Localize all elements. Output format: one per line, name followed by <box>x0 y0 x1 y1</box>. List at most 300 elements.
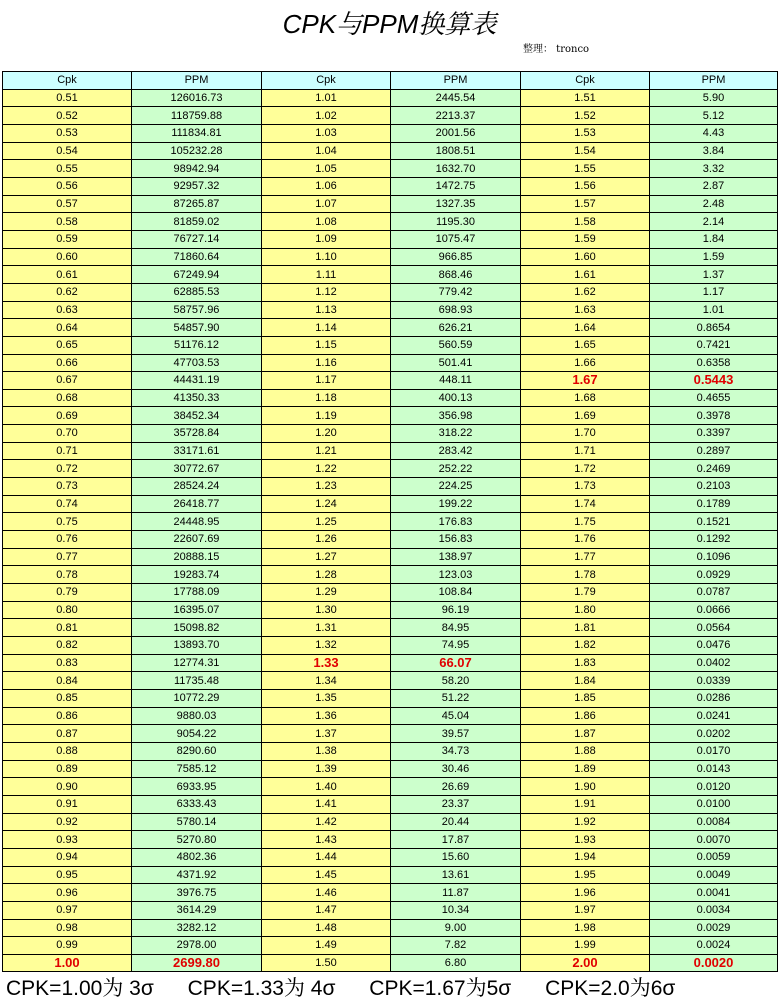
ppm-cell: 0.0143 <box>650 760 778 778</box>
ppm-cell: 4371.92 <box>132 866 262 884</box>
table-row <box>3 866 778 884</box>
ppm-cell: 2001.56 <box>391 124 521 142</box>
ppm-cell: 1472.75 <box>391 177 521 195</box>
cpk-cell: 1.09 <box>262 230 391 248</box>
cpk-cell: 1.76 <box>521 531 650 549</box>
ppm-cell: 501.41 <box>391 354 521 372</box>
ppm-cell: 30.46 <box>391 760 521 778</box>
ppm-cell: 9880.03 <box>132 707 262 725</box>
ppm-cell: 8290.60 <box>132 742 262 760</box>
table-row <box>3 230 778 248</box>
cpk-cell: 1.63 <box>521 301 650 319</box>
cpk-cell: 1.14 <box>262 319 391 337</box>
table-row <box>3 884 778 902</box>
ppm-cell: 33171.61 <box>132 442 262 460</box>
cpk-cell: 1.55 <box>521 160 650 178</box>
ppm-cell: 176.83 <box>391 513 521 531</box>
ppm-cell: 779.42 <box>391 283 521 301</box>
ppm-cell: 0.1521 <box>650 513 778 531</box>
table-row <box>3 742 778 760</box>
cpk-cell: 1.86 <box>521 707 650 725</box>
cpk-cell: 0.77 <box>3 548 132 566</box>
cpk-cell: 0.78 <box>3 566 132 584</box>
ppm-cell: 0.0020 <box>650 954 778 972</box>
cpk-cell: 1.16 <box>262 354 391 372</box>
cpk-cell: 1.94 <box>521 848 650 866</box>
ppm-cell: 0.0100 <box>650 795 778 813</box>
cpk-cell: 1.05 <box>262 160 391 178</box>
ppm-cell: 76727.14 <box>132 230 262 248</box>
cpk-cell: 0.72 <box>3 460 132 478</box>
cpk-cell: 1.40 <box>262 778 391 796</box>
ppm-cell: 15.60 <box>391 848 521 866</box>
ppm-cell: 3.32 <box>650 160 778 178</box>
cpk-cell: 1.78 <box>521 566 650 584</box>
cpk-cell: 0.79 <box>3 584 132 602</box>
table-row <box>3 584 778 602</box>
ppm-cell: 400.13 <box>391 389 521 407</box>
cpk-cell: 0.55 <box>3 160 132 178</box>
cpk-cell: 1.98 <box>521 919 650 937</box>
ppm-cell: 81859.02 <box>132 213 262 231</box>
cpk-cell: 1.67 <box>521 372 650 390</box>
ppm-cell: 2.14 <box>650 213 778 231</box>
cpk-cell: 1.13 <box>262 301 391 319</box>
table-row <box>3 425 778 443</box>
ppm-cell: 1.37 <box>650 266 778 284</box>
ppm-cell: 45.04 <box>391 707 521 725</box>
ppm-cell: 108.84 <box>391 584 521 602</box>
cpk-cell: 1.71 <box>521 442 650 460</box>
cpk-cell: 1.18 <box>262 389 391 407</box>
cpk-cell: 1.69 <box>521 407 650 425</box>
cpk-cell: 1.11 <box>262 266 391 284</box>
ppm-cell: 0.0202 <box>650 725 778 743</box>
ppm-cell: 0.0564 <box>650 619 778 637</box>
cpk-cell: 0.60 <box>3 248 132 266</box>
cpk-cell: 0.70 <box>3 425 132 443</box>
ppm-cell: 3976.75 <box>132 884 262 902</box>
ppm-cell: 626.21 <box>391 319 521 337</box>
cpk-cell: 0.74 <box>3 495 132 513</box>
cpk-cell: 1.72 <box>521 460 650 478</box>
cpk-cell: 1.62 <box>521 283 650 301</box>
cpk-cell: 0.54 <box>3 142 132 160</box>
ppm-cell: 54857.90 <box>132 319 262 337</box>
cpk-cell: 0.96 <box>3 884 132 902</box>
ppm-cell: 105232.28 <box>132 142 262 160</box>
cpk-cell: 1.58 <box>521 213 650 231</box>
cpk-cell: 1.88 <box>521 742 650 760</box>
cpk-cell: 1.82 <box>521 637 650 655</box>
ppm-cell: 0.0241 <box>650 707 778 725</box>
ppm-cell: 0.0120 <box>650 778 778 796</box>
cpk-cell: 1.03 <box>262 124 391 142</box>
cpk-cell: 0.53 <box>3 124 132 142</box>
header-ppm-2: PPM <box>391 72 521 90</box>
cpk-cell: 0.81 <box>3 619 132 637</box>
ppm-cell: 16395.07 <box>132 601 262 619</box>
table-row <box>3 283 778 301</box>
ppm-cell: 74.95 <box>391 637 521 655</box>
ppm-cell: 1195.30 <box>391 213 521 231</box>
table-row <box>3 177 778 195</box>
table-row <box>3 848 778 866</box>
cpk-cell: 0.98 <box>3 919 132 937</box>
cpk-cell: 0.75 <box>3 513 132 531</box>
table-row <box>3 160 778 178</box>
cpk-cell: 1.22 <box>262 460 391 478</box>
cpk-cell: 1.54 <box>521 142 650 160</box>
ppm-cell: 1327.35 <box>391 195 521 213</box>
ppm-cell: 0.1096 <box>650 548 778 566</box>
ppm-cell: 3282.12 <box>132 919 262 937</box>
ppm-cell: 3614.29 <box>132 901 262 919</box>
ppm-cell: 318.22 <box>391 425 521 443</box>
page-title: CPK与PPM换算表 <box>282 9 497 39</box>
table-row <box>3 513 778 531</box>
cpk-cell: 0.94 <box>3 848 132 866</box>
cpk-cell: 0.51 <box>3 89 132 107</box>
footer-note-3sigma: CPK=1.00为 3σ <box>6 977 154 1000</box>
cpk-cell: 0.91 <box>3 795 132 813</box>
cpk-cell: 0.87 <box>3 725 132 743</box>
cpk-cell: 1.17 <box>262 372 391 390</box>
cpk-cell: 1.60 <box>521 248 650 266</box>
footer-note-4sigma: CPK=1.33为 4σ <box>187 977 336 1000</box>
cpk-cell: 1.29 <box>262 584 391 602</box>
cpk-cell: 1.26 <box>262 531 391 549</box>
cpk-cell: 1.06 <box>262 177 391 195</box>
table-row <box>3 142 778 160</box>
cpk-cell: 1.75 <box>521 513 650 531</box>
cpk-cell: 1.43 <box>262 831 391 849</box>
ppm-cell: 58757.96 <box>132 301 262 319</box>
cpk-cell: 0.52 <box>3 107 132 125</box>
ppm-cell: 868.46 <box>391 266 521 284</box>
cpk-cell: 0.69 <box>3 407 132 425</box>
cpk-cell: 0.62 <box>3 283 132 301</box>
header-cpk-1: Cpk <box>3 72 132 90</box>
cpk-cell: 0.58 <box>3 213 132 231</box>
cpk-cell: 1.79 <box>521 584 650 602</box>
ppm-cell: 123.03 <box>391 566 521 584</box>
ppm-cell: 23.37 <box>391 795 521 813</box>
cpk-cell: 1.38 <box>262 742 391 760</box>
ppm-cell: 4.43 <box>650 124 778 142</box>
ppm-cell: 11.87 <box>391 884 521 902</box>
cpk-cell: 1.73 <box>521 478 650 496</box>
cpk-cell: 1.00 <box>3 954 132 972</box>
cpk-cell: 0.73 <box>3 478 132 496</box>
cpk-cell: 1.52 <box>521 107 650 125</box>
cpk-cell: 1.24 <box>262 495 391 513</box>
cpk-cell: 1.81 <box>521 619 650 637</box>
ppm-cell: 6333.43 <box>132 795 262 813</box>
cpk-cell: 1.64 <box>521 319 650 337</box>
table-row <box>3 301 778 319</box>
ppm-cell: 156.83 <box>391 531 521 549</box>
cpk-cell: 1.45 <box>262 866 391 884</box>
ppm-cell: 0.0059 <box>650 848 778 866</box>
cpk-cell: 1.53 <box>521 124 650 142</box>
ppm-cell: 4802.36 <box>132 848 262 866</box>
ppm-cell: 1.01 <box>650 301 778 319</box>
ppm-cell: 58.20 <box>391 672 521 690</box>
cpk-cell: 1.34 <box>262 672 391 690</box>
ppm-cell: 0.7421 <box>650 336 778 354</box>
ppm-cell: 12774.31 <box>132 654 262 672</box>
table-row <box>3 689 778 707</box>
cpk-cell: 1.37 <box>262 725 391 743</box>
cpk-cell: 1.02 <box>262 107 391 125</box>
cpk-cell: 1.89 <box>521 760 650 778</box>
ppm-cell: 13.61 <box>391 866 521 884</box>
cpk-cell: 0.61 <box>3 266 132 284</box>
header-cpk-2: Cpk <box>262 72 391 90</box>
ppm-cell: 2978.00 <box>132 937 262 955</box>
ppm-cell: 0.0476 <box>650 637 778 655</box>
table-row <box>3 319 778 337</box>
ppm-cell: 1.59 <box>650 248 778 266</box>
cpk-cell: 1.57 <box>521 195 650 213</box>
ppm-cell: 62885.53 <box>132 283 262 301</box>
ppm-cell: 51.22 <box>391 689 521 707</box>
ppm-cell: 0.2469 <box>650 460 778 478</box>
cpk-cell: 1.04 <box>262 142 391 160</box>
table-row <box>3 778 778 796</box>
ppm-cell: 0.0049 <box>650 866 778 884</box>
ppm-cell: 7.82 <box>391 937 521 955</box>
cpk-cell: 1.91 <box>521 795 650 813</box>
cpk-cell: 1.30 <box>262 601 391 619</box>
ppm-cell: 448.11 <box>391 372 521 390</box>
cpk-cell: 1.32 <box>262 637 391 655</box>
table-row <box>3 654 778 672</box>
ppm-cell: 3.84 <box>650 142 778 160</box>
ppm-cell: 5.12 <box>650 107 778 125</box>
cpk-cell: 1.66 <box>521 354 650 372</box>
table-row <box>3 354 778 372</box>
table-row <box>3 407 778 425</box>
ppm-cell: 2.48 <box>650 195 778 213</box>
cpk-cell: 1.25 <box>262 513 391 531</box>
cpk-cell: 1.48 <box>262 919 391 937</box>
cpk-cell: 1.61 <box>521 266 650 284</box>
ppm-cell: 6933.95 <box>132 778 262 796</box>
ppm-cell: 1.84 <box>650 230 778 248</box>
cpk-cell: 1.19 <box>262 407 391 425</box>
cpk-cell: 1.70 <box>521 425 650 443</box>
footer-note-6sigma: CPK=2.0为6σ <box>545 977 676 1000</box>
ppm-cell: 38452.34 <box>132 407 262 425</box>
ppm-cell: 138.97 <box>391 548 521 566</box>
table-row <box>3 901 778 919</box>
ppm-cell: 17788.09 <box>132 584 262 602</box>
compiler-note: 整理： tronco <box>523 44 590 55</box>
ppm-cell: 51176.12 <box>132 336 262 354</box>
cpk-cell: 1.08 <box>262 213 391 231</box>
ppm-cell: 0.5443 <box>650 372 778 390</box>
table-row <box>3 442 778 460</box>
cpk-cell: 0.92 <box>3 813 132 831</box>
ppm-cell: 5.90 <box>650 89 778 107</box>
table-row <box>3 531 778 549</box>
ppm-cell: 0.0041 <box>650 884 778 902</box>
cpk-cell: 1.51 <box>521 89 650 107</box>
ppm-cell: 0.4655 <box>650 389 778 407</box>
ppm-cell: 0.0029 <box>650 919 778 937</box>
ppm-cell: 199.22 <box>391 495 521 513</box>
ppm-cell: 15098.82 <box>132 619 262 637</box>
table-row <box>3 937 778 955</box>
cpk-cell: 1.39 <box>262 760 391 778</box>
ppm-cell: 17.87 <box>391 831 521 849</box>
ppm-cell: 26.69 <box>391 778 521 796</box>
cpk-cell: 1.46 <box>262 884 391 902</box>
cpk-cell: 0.64 <box>3 319 132 337</box>
table-row <box>3 760 778 778</box>
ppm-cell: 0.1789 <box>650 495 778 513</box>
table-row <box>3 707 778 725</box>
cpk-cell: 0.66 <box>3 354 132 372</box>
cpk-cell: 0.63 <box>3 301 132 319</box>
cpk-cell: 0.76 <box>3 531 132 549</box>
ppm-cell: 1.17 <box>650 283 778 301</box>
ppm-cell: 20888.15 <box>132 548 262 566</box>
ppm-cell: 118759.88 <box>132 107 262 125</box>
table-row <box>3 954 778 972</box>
ppm-cell: 84.95 <box>391 619 521 637</box>
cpk-cell: 0.97 <box>3 901 132 919</box>
ppm-cell: 0.0034 <box>650 901 778 919</box>
ppm-cell: 966.85 <box>391 248 521 266</box>
table-row <box>3 478 778 496</box>
cpk-cell: 1.35 <box>262 689 391 707</box>
cpk-ppm-table <box>2 71 778 972</box>
cpk-cell: 1.65 <box>521 336 650 354</box>
table-row <box>3 672 778 690</box>
ppm-cell: 2.87 <box>650 177 778 195</box>
ppm-cell: 6.80 <box>391 954 521 972</box>
cpk-cell: 0.84 <box>3 672 132 690</box>
ppm-cell: 9.00 <box>391 919 521 937</box>
cpk-cell: 0.88 <box>3 742 132 760</box>
header-cpk-3: Cpk <box>521 72 650 90</box>
cpk-cell: 1.07 <box>262 195 391 213</box>
ppm-cell: 356.98 <box>391 407 521 425</box>
cpk-cell: 1.01 <box>262 89 391 107</box>
ppm-cell: 96.19 <box>391 601 521 619</box>
table-row <box>3 601 778 619</box>
ppm-cell: 0.3978 <box>650 407 778 425</box>
cpk-cell: 1.12 <box>262 283 391 301</box>
ppm-cell: 698.93 <box>391 301 521 319</box>
ppm-cell: 252.22 <box>391 460 521 478</box>
cpk-cell: 0.95 <box>3 866 132 884</box>
cpk-cell: 1.42 <box>262 813 391 831</box>
table-row <box>3 919 778 937</box>
ppm-cell: 0.0084 <box>650 813 778 831</box>
cpk-cell: 1.28 <box>262 566 391 584</box>
ppm-cell: 0.3397 <box>650 425 778 443</box>
cpk-cell: 0.86 <box>3 707 132 725</box>
ppm-cell: 34.73 <box>391 742 521 760</box>
cpk-cell: 1.15 <box>262 336 391 354</box>
cpk-cell: 1.36 <box>262 707 391 725</box>
ppm-cell: 2213.37 <box>391 107 521 125</box>
cpk-cell: 0.68 <box>3 389 132 407</box>
ppm-cell: 1075.47 <box>391 230 521 248</box>
ppm-cell: 10.34 <box>391 901 521 919</box>
cpk-cell: 0.99 <box>3 937 132 955</box>
cpk-cell: 1.23 <box>262 478 391 496</box>
ppm-cell: 20.44 <box>391 813 521 831</box>
table-row <box>3 566 778 584</box>
ppm-cell: 2445.54 <box>391 89 521 107</box>
ppm-cell: 0.0339 <box>650 672 778 690</box>
cpk-cell: 1.84 <box>521 672 650 690</box>
table-row <box>3 637 778 655</box>
ppm-cell: 26418.77 <box>132 495 262 513</box>
ppm-cell: 0.2897 <box>650 442 778 460</box>
ppm-cell: 92957.32 <box>132 177 262 195</box>
ppm-cell: 0.0402 <box>650 654 778 672</box>
table-row <box>3 336 778 354</box>
ppm-cell: 2699.80 <box>132 954 262 972</box>
ppm-cell: 98942.94 <box>132 160 262 178</box>
table-row <box>3 248 778 266</box>
ppm-cell: 0.0170 <box>650 742 778 760</box>
table-row <box>3 124 778 142</box>
cpk-cell: 1.83 <box>521 654 650 672</box>
ppm-cell: 24448.95 <box>132 513 262 531</box>
cpk-cell: 0.71 <box>3 442 132 460</box>
cpk-cell: 0.67 <box>3 372 132 390</box>
ppm-cell: 11735.48 <box>132 672 262 690</box>
table-row <box>3 107 778 125</box>
ppm-cell: 224.25 <box>391 478 521 496</box>
cpk-cell: 0.56 <box>3 177 132 195</box>
cpk-cell: 1.20 <box>262 425 391 443</box>
ppm-cell: 283.42 <box>391 442 521 460</box>
table-row <box>3 89 778 107</box>
table-row <box>3 813 778 831</box>
table-row <box>3 795 778 813</box>
ppm-cell: 87265.87 <box>132 195 262 213</box>
cpk-cell: 1.97 <box>521 901 650 919</box>
cpk-cell: 1.41 <box>262 795 391 813</box>
ppm-cell: 560.59 <box>391 336 521 354</box>
ppm-cell: 1632.70 <box>391 160 521 178</box>
ppm-cell: 0.0286 <box>650 689 778 707</box>
table-row <box>3 372 778 390</box>
cpk-cell: 0.59 <box>3 230 132 248</box>
cpk-cell: 0.65 <box>3 336 132 354</box>
cpk-cell: 0.90 <box>3 778 132 796</box>
cpk-cell: 1.31 <box>262 619 391 637</box>
table-row <box>3 460 778 478</box>
ppm-cell: 67249.94 <box>132 266 262 284</box>
cpk-cell: 1.87 <box>521 725 650 743</box>
cpk-cell: 1.95 <box>521 866 650 884</box>
cpk-cell: 1.59 <box>521 230 650 248</box>
ppm-cell: 5270.80 <box>132 831 262 849</box>
table-row <box>3 389 778 407</box>
table-row <box>3 725 778 743</box>
ppm-cell: 0.0666 <box>650 601 778 619</box>
ppm-cell: 9054.22 <box>132 725 262 743</box>
